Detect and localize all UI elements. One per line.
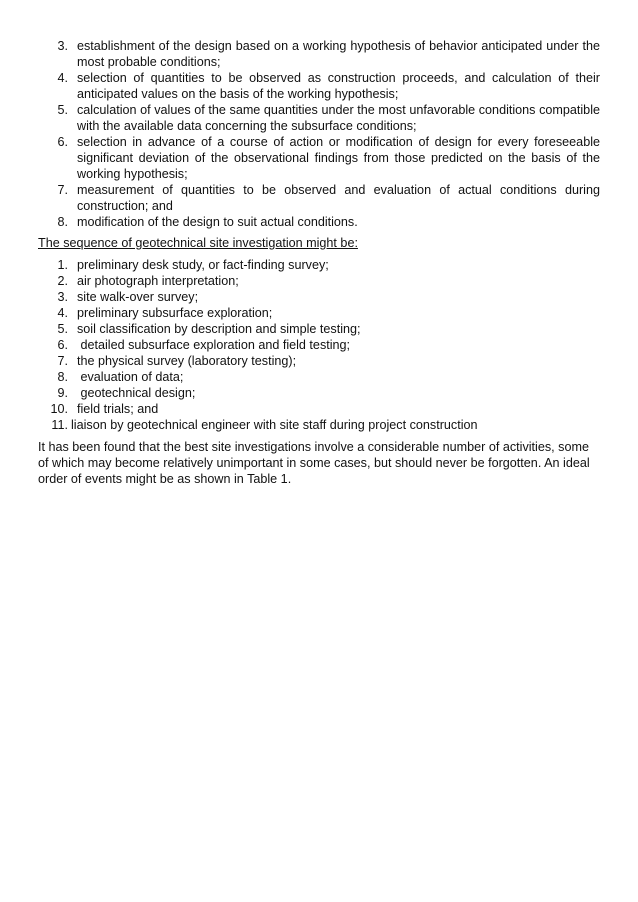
list-item (38, 401, 600, 417)
list-item-text: selection of quantities to be observed as construction proceeds, and calculation of their anticipated values on the basis of the working hypothesis; (77, 71, 600, 101)
section-heading: The sequence of geotechnical site investigation might be: (38, 236, 358, 250)
list-item-text: measurement of quantities to be observed and evaluation of actual conditions during construction; and (77, 183, 600, 213)
list-item-number: 5. (57, 322, 68, 336)
list-item-text: liaison by geotechnical engineer with site staff during project construction (71, 418, 478, 432)
list-item-number: 3. (57, 290, 68, 304)
list-item-text: site walk-over survey; (77, 290, 199, 304)
site-investigation-sequence-list (38, 257, 600, 433)
list-item (38, 182, 600, 214)
list-item-number: 7. (57, 354, 68, 368)
closing-paragraph: It has been found that the best site investigations involve a considerable number of activities, some of which may become relatively unimportant in some cases, but should never be forgotten. An ideal order of events might be as shown in Table 1. (38, 440, 590, 486)
list-item (38, 385, 600, 401)
list-item (38, 273, 600, 289)
list-item-number: 1. (57, 258, 68, 272)
list-item-number: 10. (50, 402, 68, 416)
list-item-number: 9. (57, 386, 68, 400)
list-item-number: 11. (51, 418, 68, 432)
list-item-text: air photograph interpretation; (77, 274, 239, 288)
list-item-number: 8. (57, 215, 68, 229)
list-item-number: 4. (57, 306, 68, 320)
list-item-number: 6. (57, 135, 68, 149)
list-item (38, 321, 600, 337)
list-item-text: field trials; and (77, 402, 159, 416)
list-item-text: preliminary subsurface exploration; (77, 306, 273, 320)
list-item-text: geotechnical design; (77, 386, 196, 400)
list-item (38, 134, 600, 182)
list-item-number: 8. (57, 370, 68, 384)
list-item-text: establishment of the design based on a working hypothesis of behavior anticipated under the most probable conditions; (77, 39, 600, 69)
list-item-number: 2. (57, 274, 68, 288)
list-item-text: preliminary desk study, or fact-finding survey; (77, 258, 329, 272)
list-item-number: 3. (57, 39, 68, 53)
document-page (38, 38, 600, 487)
list-item-text: detailed subsurface exploration and field testing; (77, 338, 351, 352)
list-item (38, 102, 600, 134)
list-item (38, 257, 600, 273)
list-item-text: soil classification by description and simple testing; (77, 322, 361, 336)
list-item (38, 70, 600, 102)
list-item (38, 38, 600, 70)
list-item (38, 337, 600, 353)
list-item (38, 289, 600, 305)
observational-method-steps-list (38, 38, 600, 230)
list-item-text: modification of the design to suit actual conditions. (77, 215, 358, 229)
list-item-text: selection in advance of a course of action or modification of design for every foreseeable significant deviation of the observational findings from those predicted on the basis of the working hypothesis; (77, 135, 600, 181)
list-item (38, 353, 600, 369)
list-item (38, 214, 600, 230)
list-item (38, 417, 600, 433)
list-item-number: 4. (57, 71, 68, 85)
list-item-number: 7. (57, 183, 68, 197)
list-item-text: evaluation of data; (77, 370, 184, 384)
list-item-number: 5. (57, 103, 68, 117)
list-item (38, 305, 600, 321)
list-item-text: the physical survey (laboratory testing); (77, 354, 297, 368)
list-item-number: 6. (57, 338, 68, 352)
list-item-text: calculation of values of the same quantities under the most unfavorable conditions compatible with the available data concerning the subsurface conditions; (77, 103, 600, 133)
list-item (38, 369, 600, 385)
